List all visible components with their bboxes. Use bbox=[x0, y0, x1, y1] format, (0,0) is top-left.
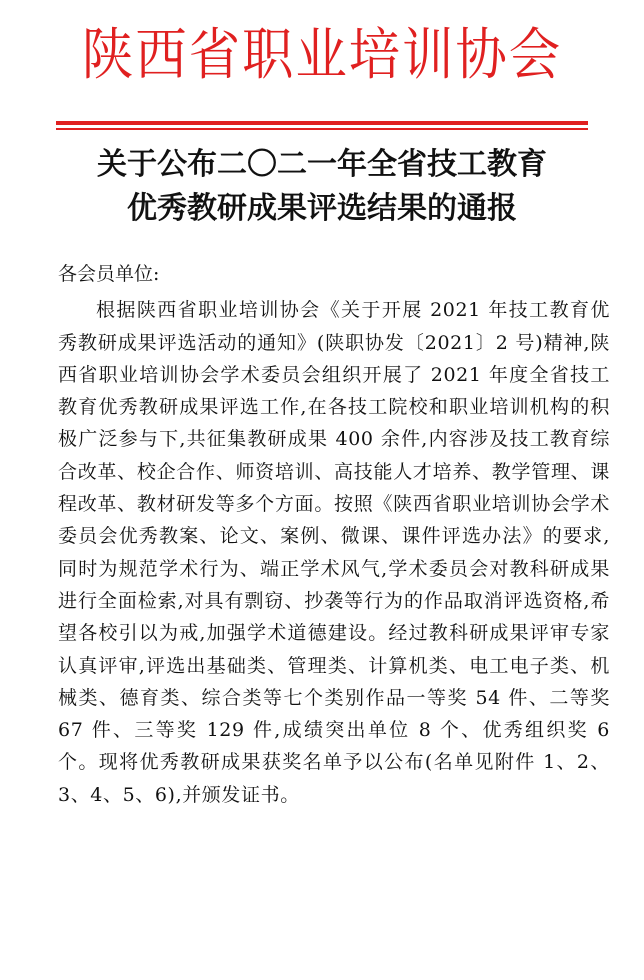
document-body bbox=[58, 258, 610, 811]
salutation: 各会员单位: bbox=[58, 263, 160, 285]
document-title-line-2: 优秀教研成果评选结果的通报 bbox=[127, 191, 517, 226]
header-rule-thin bbox=[56, 128, 588, 130]
body-paragraph: 根据陕西省职业培训协会《关于开展 2021 年技工教育优秀教研成果评选活动的通知》(陕职协发〔2021〕2 号)精神,陕西省职业培训协会学术委员会组织开展了 2021 年度全省技工教育优秀教研成果评选工作,在各技工院校和职业培训机构的积极广泛参与下,共征集教研成果 400 余件,内容涉及技工教育综合改革、校企合作、师资培训、高技能人才培养、教学管理、课程改革、教材研发等多个方面。按照《陕西省职业培训协会学术委员会优秀教案、论文、案例、微课、课件评选办法》的要求,同时为规范学术行为、端正学术风气,学术委员会对教科研成果进行全面检索,对具有剽窃、抄袭等行为的作品取消评选资格,希望各校引以为戒,加强学术道德建设。经过教科研成果评审专家认真评审,评选出基础类、管理类、计算机类、电工电子类、机械类、德育类、综合类等七个类别作品一等奖 54 件、二等奖 67 件、三等奖 129 件,成绩突出单位 8 个、优秀组织奖 6 个。现将优秀教研成果获奖名单予以公布(名单见附件 1、2、3、4、5、6),并颁发证书。 bbox=[58, 299, 610, 806]
document-title-line-1: 关于公布二〇二一年全省技工教育 bbox=[97, 147, 547, 182]
document-title bbox=[0, 143, 644, 231]
organization-name: 陕西省职业培训协会 bbox=[81, 23, 563, 88]
document-header bbox=[0, 20, 644, 92]
header-rule-thick bbox=[56, 121, 588, 125]
